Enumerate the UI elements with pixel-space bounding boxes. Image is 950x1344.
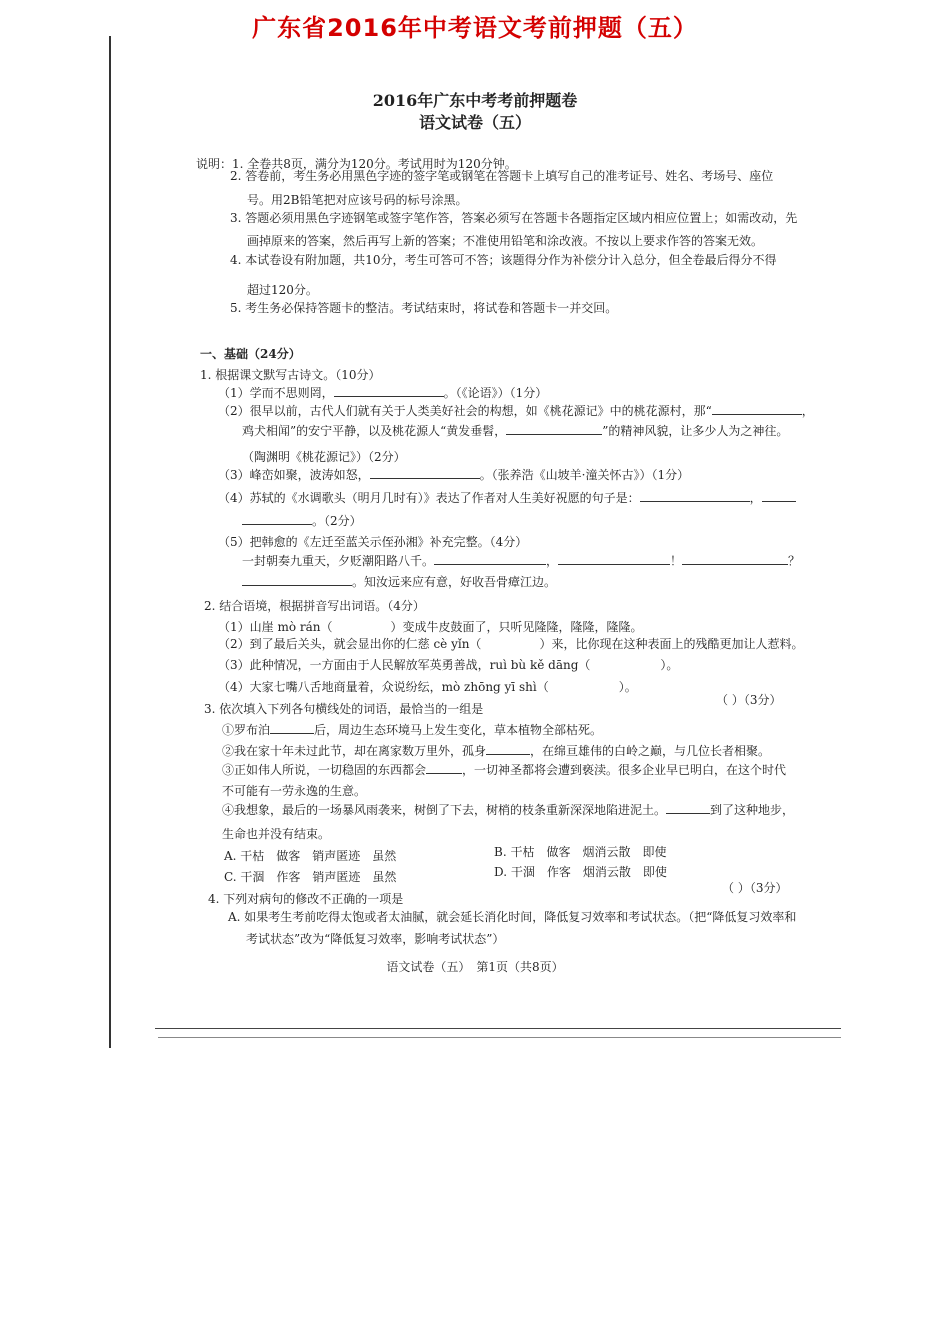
answer-blank[interactable] bbox=[666, 803, 710, 814]
answer-blank[interactable] bbox=[270, 723, 314, 734]
question-4-option-a-cont: 考试状态”改为“降低复习效率，影响考试状态”） bbox=[246, 932, 505, 946]
q2-4-tail: ）。 bbox=[618, 680, 637, 694]
q1-4-text: （4）苏轼的《水调歌头（明月几时有）》表达了作者对人生美好祝愿的句子是： bbox=[218, 491, 640, 505]
q1-1-source: 。（《论语》）（1分） bbox=[443, 386, 548, 400]
question-1-5-poem-line bbox=[242, 553, 800, 569]
q3-4-tail: 到了这种地步， bbox=[710, 803, 795, 817]
document-banner-title: 广东省2016年中考语文考前押题（五） bbox=[252, 14, 698, 42]
answer-blank[interactable] bbox=[370, 468, 480, 479]
poem-text: 一封朝奏九重天，夕贬潮阳路八千。 bbox=[242, 554, 435, 568]
question-1-5: （5）把韩愈的《左迁至蓝关示侄孙湘》补充完整。（4分） bbox=[218, 535, 528, 549]
question-3-sentence-2 bbox=[222, 743, 770, 759]
scan-edge-horizontal bbox=[155, 1028, 841, 1029]
instruction-line: 5. 考生务必保持答题卡的整洁。考试结束时，将试卷和答题卡一并交回。 bbox=[230, 301, 618, 315]
q1-4-score: 。（2分） bbox=[312, 514, 362, 528]
option-c[interactable]: C. 干涸 作客 销声匿迹 虽然 bbox=[224, 870, 397, 884]
q3-1-text: ①罗布泊 bbox=[222, 723, 271, 737]
instruction-line: 2. 答卷前，考生务必用黑色字迹的签字笔或钢笔在答题卡上填写自己的准考证号、姓名、考场号、座位 bbox=[230, 169, 774, 183]
question-2-4 bbox=[218, 679, 637, 695]
instruction-line: 说明：1. 全卷共8页，满分为120分。考试用时为120分钟。 bbox=[196, 157, 517, 171]
question-3-score: （ ）（3分） bbox=[716, 693, 782, 707]
question-1-3 bbox=[218, 467, 689, 483]
answer-blank[interactable] bbox=[558, 554, 670, 565]
question-3-sentence-3-cont: 不可能有一劳永逸的生意。 bbox=[222, 784, 367, 798]
answer-blank[interactable] bbox=[640, 491, 750, 502]
q2-1-tail: ）变成牛皮鼓面了，只听见隆隆，隆隆，隆隆。 bbox=[390, 620, 643, 634]
question-1-2-cont bbox=[242, 423, 788, 439]
page-footer: 语文试卷（五） 第1页（共8页） bbox=[386, 960, 564, 974]
scan-edge-vertical bbox=[109, 36, 111, 1048]
question-2-stem: 2. 结合语境，根据拼音写出词语。（4分） bbox=[204, 599, 425, 613]
option-d[interactable]: D. 干涸 作客 烟消云散 即使 bbox=[494, 865, 667, 879]
question-3-sentence-4 bbox=[222, 802, 794, 818]
question-2-2 bbox=[218, 636, 803, 652]
question-1-2 bbox=[218, 403, 814, 419]
poem-comma: ， bbox=[546, 554, 559, 568]
q1-3-source: 。（张养浩《山坡羊·潼关怀古》）（1分） bbox=[479, 468, 690, 482]
instruction-line: 3. 答题必须用黑色字迹钢笔或签字笔作答，答案必须写在答题卡各题指定区域内相应位置上；如需改动，先 bbox=[230, 211, 798, 225]
poem-exclaim: ！ bbox=[670, 554, 683, 568]
poem-question: ？ bbox=[788, 554, 801, 568]
q3-3-tail: ，一切神圣都将会遭到亵渎。很多企业早已明白，在这个时代 bbox=[462, 763, 787, 777]
answer-blank[interactable] bbox=[486, 744, 530, 755]
answer-blank[interactable] bbox=[434, 554, 546, 565]
question-1-4-cont bbox=[242, 513, 362, 529]
q2-1-text: （1）山崖 mò rán（ bbox=[218, 620, 333, 634]
instruction-line: 超过120分。 bbox=[247, 283, 318, 297]
instruction-line: 4. 本试卷设有附加题，共10分，考生可答可不答；该题得分作为补偿分计入总分，但全卷最后得分不得 bbox=[230, 253, 777, 267]
question-3-sentence-1 bbox=[222, 722, 602, 738]
option-b[interactable]: B. 干枯 做客 烟消云散 即使 bbox=[494, 845, 667, 859]
poem-text-2: 。知汝远来应有意，好收吾骨瘴江边。 bbox=[352, 575, 557, 589]
question-3-sentence-4-cont: 生命也并没有结束。 bbox=[222, 827, 331, 841]
q3-2-text: ②我在家十年未过此节，却在离家数万里外，孤身 bbox=[222, 744, 487, 758]
q1-2-cont-text: 鸡犬相闻”的安宁平静，以及桃花源人“黄发垂髫， bbox=[242, 424, 507, 438]
question-3-stem: 3. 依次填入下列各句横线处的词语，最恰当的一组是 bbox=[204, 702, 484, 716]
question-1-4 bbox=[218, 490, 796, 506]
q1-2-comma: ， bbox=[801, 404, 814, 418]
q1-1-text: （1）学而不思则罔， bbox=[218, 386, 334, 400]
question-4-score: （ ）（3分） bbox=[722, 881, 788, 895]
answer-blank[interactable] bbox=[426, 763, 462, 774]
instruction-line: 画掉原来的答案，然后再写上新的答案；不准使用铅笔和涂改液。不按以上要求作答的答案无效。 bbox=[247, 234, 764, 248]
scan-edge-horizontal-2 bbox=[158, 1037, 841, 1038]
question-2-3 bbox=[218, 657, 678, 673]
answer-blank[interactable] bbox=[762, 491, 796, 502]
q2-2-tail: ）来，比你现在这种表面上的残酷更加让人惹料。 bbox=[539, 637, 804, 651]
question-1-1 bbox=[218, 385, 547, 401]
q2-3-text: （3）此种情况，一方面由于人民解放军英勇善战，ruì bù kě dāng（ bbox=[218, 658, 591, 672]
q3-4-text: ④我想象，最后的一场暴风雨袭来，树倒了下去，树梢的枝条重新深深地陷进泥土。 bbox=[222, 803, 667, 817]
q1-2-cont-tail: ”的精神风貌，让多少人为之神往。 bbox=[602, 424, 789, 438]
q3-2-tail: ，在绵亘雄伟的白岭之巅，与几位长者相聚。 bbox=[530, 744, 771, 758]
answer-blank[interactable] bbox=[242, 514, 312, 525]
answer-blank[interactable] bbox=[506, 424, 602, 435]
q1-4-comma: ， bbox=[749, 491, 762, 505]
q2-2-text: （2）到了最后关头，就会显出你的仁慈 cè yǐn（ bbox=[218, 637, 482, 651]
answer-blank[interactable] bbox=[712, 404, 802, 415]
question-3-sentence-3 bbox=[222, 762, 786, 778]
exam-subtitle: 语文试卷（五） bbox=[418, 113, 531, 132]
question-2-1 bbox=[218, 619, 643, 635]
option-a[interactable]: A. 干枯 做客 销声匿迹 虽然 bbox=[224, 849, 397, 863]
q3-3-text: ③正如伟人所说，一切稳固的东西都会 bbox=[222, 763, 427, 777]
answer-blank[interactable] bbox=[242, 575, 352, 586]
question-1-stem: 1. 根据课文默写古诗文。（10分） bbox=[200, 368, 381, 382]
q2-3-tail: ）。 bbox=[660, 658, 679, 672]
q2-4-text: （4）大家七嘴八舌地商量着，众说纷纭，mò zhōng yī shì（ bbox=[218, 680, 549, 694]
question-4-option-a[interactable]: A. 如果考生考前吃得太饱或者太油腻，就会延长消化时间，降低复习效率和考试状态。（把“降低复习效率和 bbox=[228, 910, 797, 924]
exam-title: 2016年广东中考考前押题卷 bbox=[372, 91, 578, 110]
question-4-stem: 4. 下列对病句的修改不正确的一项是 bbox=[208, 892, 404, 906]
q1-2-text: （2）很早以前，古代人们就有关于人类美好社会的构想，如《桃花源记》中的桃花源村，那“ bbox=[218, 404, 712, 418]
section-heading: 一、基础（24分） bbox=[200, 347, 301, 361]
question-1-2-source: （陶渊明《桃花源记》）（2分） bbox=[242, 450, 406, 464]
question-1-5-poem-line-2 bbox=[242, 574, 556, 590]
q3-1-tail: 后，周边生态环境马上发生变化，草本植物全部枯死。 bbox=[314, 723, 603, 737]
q1-3-text: （3）峰峦如聚，波涛如怒， bbox=[218, 468, 370, 482]
answer-blank[interactable] bbox=[682, 554, 788, 565]
instruction-line: 号。用2B铅笔把对应该号码的标号涂黑。 bbox=[247, 193, 468, 207]
answer-blank[interactable] bbox=[334, 386, 444, 397]
